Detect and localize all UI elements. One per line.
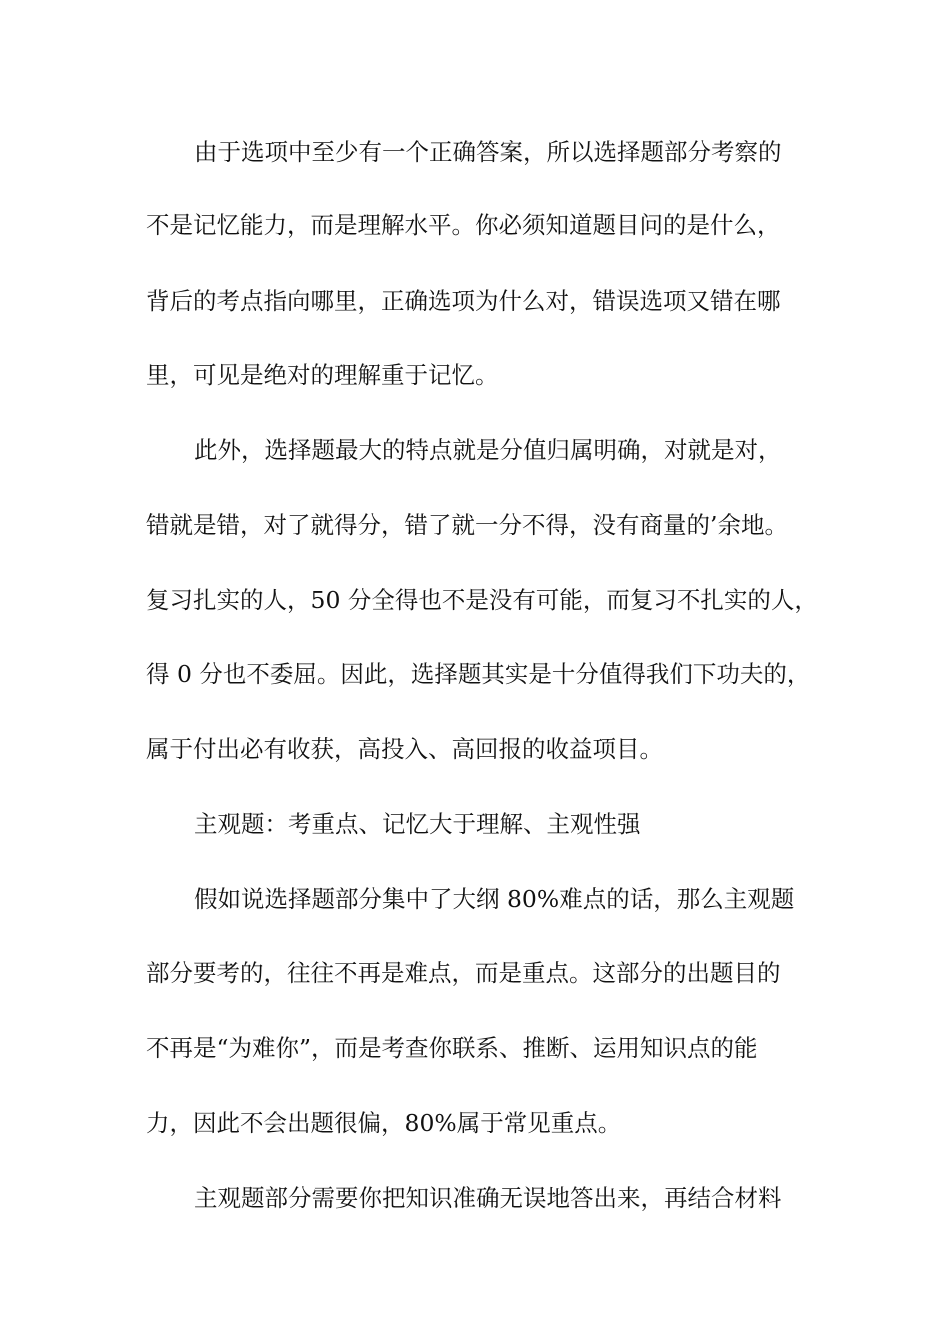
text-line: 错就是错，对了就得分，错了就一分不得，没有商量的’余地。 xyxy=(146,511,788,539)
text-line: 部分要考的，往往不再是难点，而是重点。这部分的出题目的 xyxy=(146,959,781,987)
text-line: 复习扎实的人，50 分全得也不是没有可能，而复习不扎实的人， xyxy=(146,586,818,614)
text-line: 主观题部分需要你把知识准确无误地答出来，再结合材料 xyxy=(194,1184,782,1212)
text-line: 里，可见是绝对的理解重于记忆。 xyxy=(146,361,499,389)
text-line: 力，因此不会出题很偏，80%属于常见重点。 xyxy=(146,1109,622,1137)
text-line: 由于选项中至少有一个正确答案，所以选择题部分考察的 xyxy=(194,138,782,166)
text-line: 此外，选择题最大的特点就是分值归属明确，对就是对， xyxy=(194,436,782,464)
text-line: 不是记忆能力，而是理解水平。你必须知道题目问的是什么， xyxy=(146,211,781,239)
text-line: 不再是“为难你”，而是考查你联系、推断、运用知识点的能 xyxy=(146,1034,758,1062)
text-line: 得 0 分也不委屈。因此，选择题其实是十分值得我们下功夫的， xyxy=(146,660,811,688)
text-line: 背后的考点指向哪里，正确选项为什么对，错误选项又错在哪 xyxy=(146,287,781,315)
section-heading: 主观题：考重点、记忆大于理解、主观性强 xyxy=(194,810,641,838)
text-line: 属于付出必有收获，高投入、高回报的收益项目。 xyxy=(146,735,663,763)
text-line: 假如说选择题部分集中了大纲 80%难点的话，那么主观题 xyxy=(194,885,795,913)
